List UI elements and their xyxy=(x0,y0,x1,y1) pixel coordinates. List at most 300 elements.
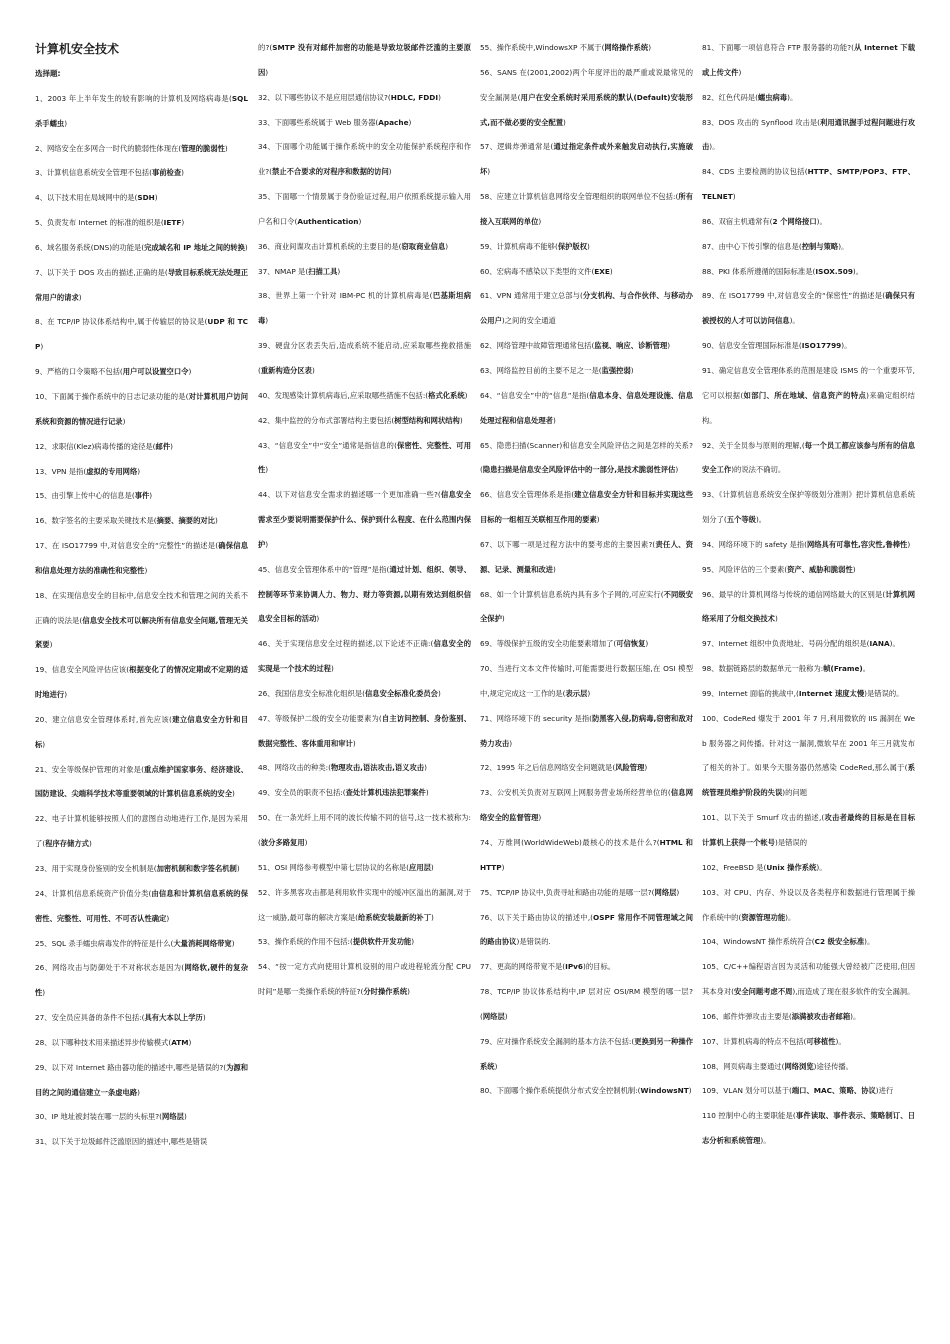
question-text: 104、WindowsNT 操作系统符合( xyxy=(702,937,815,947)
question-item xyxy=(258,409,471,434)
question-suffix: ) xyxy=(224,143,228,153)
answer-text: 保密性、完整性、可用性 xyxy=(258,440,471,475)
answer-text: 摘要、摘要的对比 xyxy=(156,516,215,526)
answer-text: 为源和目的之间的通信建立一条虚电路 xyxy=(35,1062,248,1097)
question-item xyxy=(35,1105,248,1130)
question-item xyxy=(35,584,248,659)
question-text: 110 控制中心的主要职能是( xyxy=(702,1111,796,1121)
question-suffix: ) xyxy=(431,912,434,922)
answer-text: 波分多路复用 xyxy=(260,838,305,847)
answer-text: IPv6 xyxy=(565,962,584,972)
answer-text: 物理攻击,语法攻击,语义攻击 xyxy=(330,763,425,773)
question-suffix: )的说法不确切。 xyxy=(731,465,786,475)
question-item xyxy=(35,310,248,360)
answer-text: 系统管理员维护阶段的失误 xyxy=(702,763,916,798)
question-item xyxy=(702,284,915,334)
question-text: 96、最早的计算机网络与传统的通信网络最大的区别是( xyxy=(702,589,886,599)
answer-text: 邮件 xyxy=(155,441,171,451)
answer-text: 信息安全技术可以解决所有信息安全问题,管理无关紧要 xyxy=(35,615,248,650)
answer-text: 窃取商业信息 xyxy=(401,241,446,251)
question-item xyxy=(480,36,693,61)
answer-text: 如部门、所在地域、信息资产的特点 xyxy=(743,390,867,400)
answer-text: HTTP、SMTP/POP3、FTP、TELNET xyxy=(702,167,916,202)
question-suffix: ) xyxy=(232,789,235,799)
question-text: 62、网络管理中故障管理通常包括( xyxy=(480,341,595,351)
question-suffix: )。 xyxy=(785,912,796,922)
question-text: 86、双宿主机通常有( xyxy=(702,216,773,226)
question-suffix: ) xyxy=(181,168,184,178)
question-suffix: ) xyxy=(852,564,856,574)
answer-text: Unix 操作系统 xyxy=(766,862,817,872)
answer-text: 程序存储方式 xyxy=(45,839,89,849)
question-text: 91、确定信息安全管理体系的范围是建设 ISMS 的一个重要环节,它可以根据( xyxy=(702,365,915,400)
answer-text: 管理的脆弱性 xyxy=(181,143,225,153)
question-item xyxy=(480,831,693,881)
question-text: 68、如一个计算机信息系统内具有多个子网的,可应实行( xyxy=(480,589,664,599)
question-text: 57、逻辑炸弹通常是( xyxy=(480,142,554,152)
question-suffix: )。 xyxy=(816,862,827,872)
question-suffix: ) xyxy=(675,465,679,475)
question-item xyxy=(702,856,915,881)
question-text: 58、应建立计算机信息网络安全管理组织的联网单位不包括:( xyxy=(480,192,679,202)
answer-text: 完成域名和 IP 地址之间的转换 xyxy=(144,242,245,252)
answer-text: 网络层 xyxy=(482,1011,505,1021)
answer-text: 通过指定条件或外来触发启动执行,实施破坏 xyxy=(480,142,693,177)
question-suffix: ) xyxy=(738,67,742,77)
question-suffix: ) xyxy=(236,864,240,873)
question-item xyxy=(258,955,471,1005)
question-suffix: )的问题 xyxy=(782,788,808,798)
question-suffix: ) xyxy=(563,117,566,127)
answer-text: 巴基斯坦病毒 xyxy=(258,291,472,326)
question-item xyxy=(702,632,915,657)
question-text: 59、计算机病毒不能够( xyxy=(480,241,558,251)
answer-text: 表示层 xyxy=(565,688,588,698)
answer-text: 网络操作系统 xyxy=(604,43,649,52)
answer-text: 网络层 xyxy=(654,887,677,897)
question-suffix: ) xyxy=(265,539,269,549)
question-suffix: ) xyxy=(509,738,513,748)
question-suffix: ) xyxy=(425,788,429,798)
question-suffix: ) xyxy=(645,639,649,649)
question-suffix: ) xyxy=(144,565,148,575)
question-suffix: ) xyxy=(438,92,441,102)
answer-text: 可移植性 xyxy=(806,1036,836,1046)
answer-text: 隐患扫描是信息安全风险评估中的一部分,是技术脆弱性评估 xyxy=(482,465,676,475)
question-item xyxy=(480,881,693,906)
answer-text: 蠕虫病毒 xyxy=(757,92,788,102)
question-text: 18、在实现信息安全的目标中,信息安全技术和管理之间的关系不正确的说法是( xyxy=(35,590,248,625)
question-suffix: ) xyxy=(181,218,185,228)
answer-text: 扫描工具 xyxy=(308,266,338,276)
answer-text: EXE xyxy=(594,266,610,276)
question-text: 25、SQL 杀手蠕虫病毒发作的特征是什么( xyxy=(35,938,174,948)
question-item xyxy=(480,980,693,1030)
answer-text: Internet 速度太慢 xyxy=(798,688,865,698)
question-suffix: ) xyxy=(49,640,53,650)
answer-text: 事件读取、事件表示、策略制订、日志分析和系统管理 xyxy=(702,1111,916,1146)
answer-text: 导致目标系统无法处理正常用户的请求 xyxy=(35,267,248,302)
answer-text: 网络浏览 xyxy=(784,1061,814,1071)
question-text: 97、Internet 组织中负责地址、号码分配的组织是( xyxy=(702,639,870,649)
answer-text: 信息本身、信息处理设施、信息处理过程和信息处理者 xyxy=(480,390,693,425)
question-item xyxy=(35,708,248,758)
question-item xyxy=(258,856,471,881)
question-item xyxy=(480,906,693,956)
answer-text: 用户可以设置空口令 xyxy=(122,367,189,377)
answer-text: 对计算机用户访问系统和资源的情况进行记录 xyxy=(35,391,249,426)
question-text: 109、VLAN 划分可以基于( xyxy=(702,1086,792,1096)
question-text: 23、用于实现身份鉴别的安全机制是( xyxy=(35,864,157,873)
answer-text: 监强控弱 xyxy=(601,365,631,375)
question-item xyxy=(702,583,915,633)
question-item xyxy=(258,334,471,384)
answer-text: 格式化系统 xyxy=(428,390,465,400)
question-text: 65、隐患扫描(Scanner)和信息安全风险评估之间是怎样的关系?( xyxy=(480,440,693,475)
question-suffix: ) xyxy=(154,193,158,203)
question-suffix: )。 xyxy=(789,316,800,326)
question-suffix: ) xyxy=(170,441,173,451)
question-item xyxy=(702,210,915,235)
question-suffix: ) xyxy=(358,216,362,226)
answer-text: 风险管理 xyxy=(615,763,645,773)
question-suffix: ) xyxy=(265,67,269,77)
question-suffix: ) xyxy=(388,167,392,177)
question-text: 12、求职信(Klez)病毒传播的途径是( xyxy=(35,441,156,451)
question-item xyxy=(480,1079,693,1104)
question-suffix: ) xyxy=(202,1013,206,1023)
answer-text: 网络具有可靠性,容灾性,鲁棒性 xyxy=(806,539,908,549)
question-text: 84、CDS 主要检测的协议包括( xyxy=(702,167,808,177)
question-text: 108、网页病毒主要通过( xyxy=(702,1061,785,1071)
question-item xyxy=(702,558,915,583)
question-item xyxy=(35,261,248,311)
question-item xyxy=(258,558,471,633)
question-text: 26、网络攻击与防御处于不对称状态是因为( xyxy=(35,963,185,973)
answer-text: 加密机制和数字签名机制 xyxy=(156,864,237,873)
document-title: 计算机安全技术 xyxy=(35,42,120,56)
answer-text: UDP 和 TCP xyxy=(35,317,249,352)
question-item xyxy=(258,135,471,185)
answer-text: 提供软件开发功能 xyxy=(352,937,412,947)
question-item xyxy=(35,932,248,957)
question-text: 38、世界上第一个针对 IBM-PC 机的计算机病毒是( xyxy=(258,291,433,301)
question-text: 13、VPN 是指( xyxy=(35,466,87,476)
question-suffix: ) xyxy=(732,192,736,202)
question-suffix: ) xyxy=(587,688,591,698)
answer-text: 建立信息安全方针和目标并实现这些目标的一组相互关联相互作用的要素 xyxy=(480,490,693,525)
question-suffix: ) xyxy=(42,739,46,749)
question-item xyxy=(258,260,471,285)
question-text: 46、关于实现信息安全过程的描述,以下论述不正确:( xyxy=(258,639,434,649)
question-text: 67、以下哪一项是过程方法中的要考虑的主要因素?( xyxy=(480,539,656,549)
question-item xyxy=(258,185,471,235)
answer-text: 树型结构和网状结构 xyxy=(394,415,460,425)
question-item xyxy=(258,707,471,757)
question-text: 24、计算机信息系统资产价值分类( xyxy=(35,888,152,898)
question-list xyxy=(480,36,693,1104)
answer-text: Authentication xyxy=(297,216,359,226)
answer-text: 安全问题考虑不周 xyxy=(734,987,793,997)
question-item xyxy=(35,1006,248,1031)
question-text: 75、TCP/IP 协议中,负责寻址和路由功能的是哪一层?( xyxy=(480,887,655,897)
question-suffix: ) xyxy=(596,515,600,525)
question-item xyxy=(35,211,248,236)
question-text: 74、万维网(WorldWideWeb)最核心的技术是什么?( xyxy=(480,838,660,847)
question-item xyxy=(258,682,471,707)
question-item xyxy=(702,930,915,955)
question-text: 83、DOS 攻击的 Synflood 攻击是( xyxy=(702,117,821,127)
answer-text: 查处计算机违法犯罪案件 xyxy=(345,788,426,798)
question-item xyxy=(35,360,248,385)
question-item xyxy=(35,807,248,857)
question-item xyxy=(35,186,248,211)
answer-text: 应用层 xyxy=(409,862,431,872)
answer-text: 事件 xyxy=(134,491,150,501)
question-item xyxy=(258,284,471,334)
question-suffix: ) xyxy=(501,862,505,872)
question-suffix: ) xyxy=(88,839,92,849)
question-item xyxy=(35,509,248,534)
question-suffix: ) xyxy=(183,1112,187,1122)
question-suffix: ) xyxy=(430,862,434,872)
question-suffix: ) xyxy=(501,614,505,624)
question-text: 的?( xyxy=(258,43,273,52)
question-text: 70、当进行文本文件传输时,可能需要进行数据压缩,在 OSI 模型中,规定完成这一工作的是( xyxy=(480,664,693,698)
question-text: 81、下面哪一项信息符合 FTP 服务器的功能?( xyxy=(702,43,854,52)
question-suffix: ) xyxy=(149,491,153,501)
question-item xyxy=(480,135,693,185)
question-text: 101、以下关于 Smurf 攻击的描述,( xyxy=(702,813,825,823)
question-text: 21、安全等级保护管理的对象是( xyxy=(35,764,144,774)
question-suffix: ) xyxy=(188,1037,192,1047)
question-suffix: ) xyxy=(244,242,248,252)
question-suffix: ) xyxy=(188,367,192,377)
question-text: 10、下面属于操作系统中的日志记录功能的是( xyxy=(35,391,189,401)
question-suffix: ) xyxy=(304,838,308,847)
question-suffix: ) xyxy=(538,216,542,226)
question-text: 34、下面哪个功能属于操作系统中的安全功能保护系统程序和作业?( xyxy=(258,142,471,177)
question-suffix: ) xyxy=(487,167,491,177)
answer-text: 监视、响应、诊断管理 xyxy=(594,341,668,351)
question-text: 4、以下技术用在局域网中的是( xyxy=(35,193,138,203)
question-text: 17、在 ISO17799 中,对信息安全的“完整性”的描述是( xyxy=(35,541,219,551)
answer-text: 资源管理功能 xyxy=(741,912,786,922)
question-item xyxy=(480,483,693,533)
question-text: 26、我国信息安全标准化组织是( xyxy=(258,688,365,698)
question-text: 98、数据链路层的数据单元一般称为: xyxy=(702,664,824,674)
answer-text: 利用通讯握手过程问题进行攻击 xyxy=(702,117,916,152)
question-list xyxy=(258,36,471,1005)
question-suffix: ) xyxy=(231,938,235,948)
answer-text: ISO17799 xyxy=(801,341,842,351)
question-text: 22、电子计算机能够按照人们的意图自动地进行工作,是因为采用了( xyxy=(35,814,248,849)
question-text: 87、由中心下传引擎的信息是( xyxy=(702,241,802,251)
question-text: 53、操作系统的作用不包括:( xyxy=(258,937,353,947)
question-suffix: ) xyxy=(40,342,44,352)
question-text: 73、公安机关负责对互联网上网服务营业场所经营单位的( xyxy=(480,788,671,798)
answer-text: WindowsNT xyxy=(640,1086,689,1096)
question-item xyxy=(702,111,915,161)
answer-text: ATM xyxy=(171,1037,189,1047)
question-suffix: ) xyxy=(552,415,556,425)
question-text: 35、下面哪一个情景属于身份验证过程,用户依照系统提示输入用户名和口令( xyxy=(258,192,471,226)
question-text: 50、在一条光纤上用不同的波长传输不同的信号,这一技术被称为:( xyxy=(258,813,471,847)
question-item xyxy=(480,781,693,831)
answer-text: 通过计划、组织、领导、控制等环节来协调人力、物力、财力等资源,以期有效达到组织信息安全目标的活动 xyxy=(258,564,471,624)
document-page xyxy=(35,36,917,1326)
question-text: 100、CodeRed 爆发于 2001 年 7 月,利用微软的 IIS 漏洞在 Web 服务器之间传播。针对这一漏洞,微软早在 2001 年三月就发布了相关的补丁。如果今天服务器仍然感染 CodeRed,那么属于( xyxy=(702,713,915,773)
question-suffix: ) xyxy=(122,416,126,426)
answer-text: 用户在安全系统时采用系统的默认(Default)安装形式,而不做必要的安全配置 xyxy=(480,92,693,127)
question-text: 71、网络环境下的 security 是指( xyxy=(480,713,593,723)
question-text: 51、OSI 网络参考模型中第七层协议的名称是( xyxy=(258,862,410,872)
question-item xyxy=(258,930,471,955)
question-text: 60、宏病毒不感染以下类型的文件( xyxy=(480,266,595,276)
question-text: 48、网络攻击的种类:( xyxy=(258,763,331,773)
question-suffix: 。 xyxy=(862,664,871,674)
question-item xyxy=(702,881,915,931)
question-text: 31、以下关于垃圾邮件泛滥原因的描述中,哪些是错误 xyxy=(35,1137,208,1147)
answer-text: 建立信息安全方针和目标 xyxy=(35,714,249,749)
question-item xyxy=(35,658,248,708)
answer-text: 网络层 xyxy=(162,1112,184,1122)
question-suffix: ) xyxy=(437,688,441,698)
question-text: 52、许多黑客攻击都是利用软件实现中的缓冲区溢出的漏洞,对于这一威胁,最可靠的解决方案是( xyxy=(258,887,471,922)
answer-text: 从 Internet 下载或上传文件 xyxy=(702,43,915,77)
question-item xyxy=(35,1031,248,1056)
question-suffix: ) xyxy=(494,1061,498,1071)
question-item xyxy=(258,86,471,111)
column-3 xyxy=(480,36,693,1104)
question-suffix: ) xyxy=(774,614,778,624)
question-suffix: )的目标。 xyxy=(583,962,616,972)
question-item xyxy=(35,956,248,1006)
question-text: 64、“信息安全”中的“信息”是指( xyxy=(480,390,590,400)
question-item xyxy=(702,1079,915,1104)
question-suffix: ) xyxy=(411,937,415,947)
question-item xyxy=(258,111,471,136)
column-1 xyxy=(35,36,248,1155)
question-suffix: )是错误的. xyxy=(516,937,551,947)
question-suffix: ) xyxy=(265,465,269,475)
question-item xyxy=(35,758,248,808)
question-item xyxy=(480,185,693,235)
question-text: 92、关于全员参与原则的理解,( xyxy=(702,440,805,450)
question-suffix: ) xyxy=(459,415,463,425)
question-suffix: ) xyxy=(648,43,652,52)
answer-text: 可信恢复 xyxy=(616,639,646,649)
question-suffix: )。 xyxy=(787,92,798,102)
question-text: 29、以下对 Internet 路由器功能的描述中,哪些是错误的?( xyxy=(35,1062,227,1072)
answer-text: 攻击者最终的目标是在目标计算机上获得一个帐号 xyxy=(702,813,915,847)
question-text: 88、PKI 体系所遵循的国际标准是( xyxy=(702,266,816,276)
question-text: 45、信息安全管理体系中的“管理”是指( xyxy=(258,564,390,574)
question-text: 80、下面哪个操作系统提供分布式安全控制机制:( xyxy=(480,1086,641,1096)
question-text: 55、操作系统中,WindowsXP 不属于( xyxy=(480,43,605,52)
question-suffix: ) xyxy=(407,987,410,997)
question-item xyxy=(702,657,915,682)
question-suffix: ) xyxy=(667,341,671,351)
question-suffix: ) xyxy=(688,1086,692,1096)
question-suffix: )来确定组织结构。 xyxy=(702,390,915,425)
question-item xyxy=(480,707,693,757)
question-suffix: ) xyxy=(552,564,556,574)
question-text: 90、信息安全管理国际标准是( xyxy=(702,341,802,351)
question-suffix: ) xyxy=(504,1011,508,1021)
question-text: 77、更高的网络带宽不是( xyxy=(480,962,566,972)
question-item xyxy=(480,434,693,484)
question-item xyxy=(480,284,693,334)
question-item xyxy=(35,460,248,485)
question-text: 66、信息安全管理体系是指( xyxy=(480,490,575,500)
question-suffix: ) xyxy=(64,118,68,128)
question-suffix: ) xyxy=(424,763,427,773)
question-item xyxy=(258,781,471,806)
answer-text: 责任人、资源、记录、测量和改进 xyxy=(480,539,694,574)
question-suffix: )。 xyxy=(816,216,827,226)
question-text: 8、在 TCP/IP 协议体系结构中,属于传输层的协议是( xyxy=(35,317,208,327)
question-text: 105、C/C++编程语言因为灵活和功能强大曾经被广泛使用,但因其本身对( xyxy=(702,962,915,997)
answer-text: 更换到另一种操作系统 xyxy=(480,1036,694,1071)
question-text: 5、负责发布 Internet 的标准的组织是( xyxy=(35,218,164,228)
answer-text: SDH xyxy=(137,193,155,203)
answer-text: 添满被攻击者邮箱 xyxy=(791,1011,851,1021)
question-text: 69、等级保护五级的安全功能要素增加了( xyxy=(480,639,617,649)
question-item xyxy=(480,533,693,583)
answer-text: 重新构造分区表 xyxy=(260,365,312,375)
answer-text: 确保信息和信息处理方法的准确性和完整性 xyxy=(35,541,248,575)
question-suffix: ) xyxy=(408,117,412,127)
column-2 xyxy=(258,36,471,1005)
answer-text: 信息安全需求至少要说明需要保护什么、保护到什么程度、在什么范围内保护 xyxy=(258,490,471,549)
section-label: 选择题: xyxy=(35,69,61,78)
question-item xyxy=(480,359,693,384)
question-text: 44、以下对信息安全需求的描述哪一个更加准确一些?( xyxy=(258,490,441,500)
question-text: 82、红色代码是( xyxy=(702,92,758,102)
question-text: 61、VPN 通常用于建立总部与( xyxy=(480,291,583,301)
question-suffix: )是错误的 xyxy=(774,838,808,847)
question-item xyxy=(258,36,471,86)
question-text: 42、集中监控的分布式部署结构主要包括( xyxy=(258,415,395,425)
question-text: 99、Internet 面临的挑战中,( xyxy=(702,688,799,698)
question-text: 30、IP 地址被封装在哪一层的头标里?( xyxy=(35,1112,163,1122)
answer-text: 端口、MAC、策略、协议 xyxy=(791,1086,876,1096)
question-item xyxy=(35,435,248,460)
question-text: 89、在 ISO17799 中,对信息安全的“保密性”的描述是( xyxy=(702,291,886,301)
question-suffix: )进行 xyxy=(875,1086,894,1096)
question-text: 56、SANS 在(2001,2002)两个年度评出的最严重或说最常见的安全漏洞是( xyxy=(480,67,693,102)
question-item xyxy=(258,434,471,484)
question-item xyxy=(35,484,248,509)
answer-text: ISOX.509 xyxy=(815,266,853,276)
answer-text: 网络软,硬件的复杂性 xyxy=(35,963,248,998)
question-suffix: ) xyxy=(464,390,468,400)
question-suffix: ) xyxy=(644,763,648,773)
question-text: 54、“按一定方式向使用计算机设别的用户或进程轮流分配 CPU 时间”是哪一类操作系统的特征?( xyxy=(258,962,471,997)
answer-text: HDLC, FDDI xyxy=(390,92,439,102)
question-text: 39、硬盘分区表丢失后,造成系统不能启动,应采取哪些挽救措施( xyxy=(258,341,471,375)
answer-text: 禁止不合要求的对程序和数据的访问 xyxy=(272,167,389,177)
answer-text: IETF xyxy=(163,218,182,228)
question-item xyxy=(35,137,248,162)
answer-text: 防黑客入侵,防病毒,窃密和敌对势力攻击 xyxy=(480,713,693,748)
question-item xyxy=(35,385,248,435)
answer-text: 所有接入互联网的单位 xyxy=(480,192,694,226)
question-suffix: ) xyxy=(42,988,46,998)
question-text: 27、安全员应具备的条件不包括:( xyxy=(35,1013,145,1023)
question-suffix: )是错误的。 xyxy=(864,688,904,698)
